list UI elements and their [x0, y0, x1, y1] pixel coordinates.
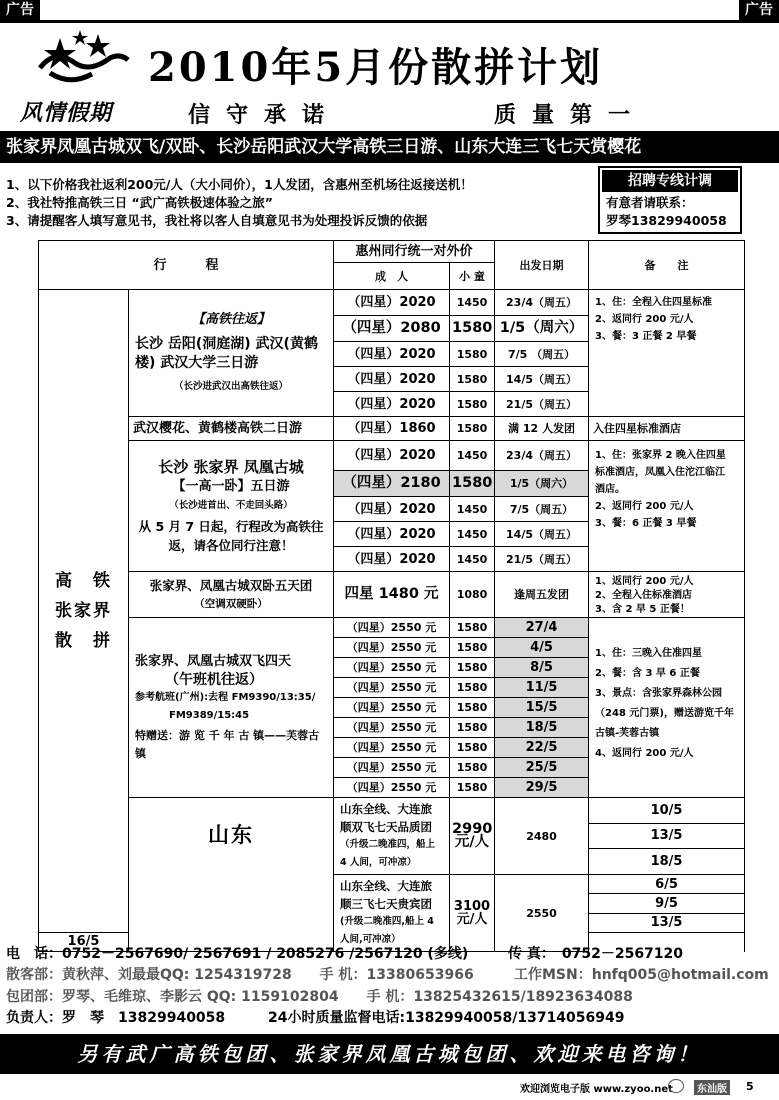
- group-label-line: 高 铁: [55, 570, 112, 591]
- remark-cell: [589, 618, 745, 798]
- child-price: 1580: [450, 342, 495, 367]
- adult-price: （四星）2180: [334, 471, 450, 497]
- adult-price: （四星）2020: [334, 367, 450, 392]
- child-price: 2550: [495, 875, 589, 952]
- depart-date: 13/5: [589, 913, 745, 932]
- recruit-line2: 罗琴13829940058: [606, 213, 727, 228]
- group-label-shandong: 山东: [129, 798, 334, 952]
- recruit-box: [598, 166, 742, 234]
- route-name: 张家界、凤凰古城双卧五天团: [149, 577, 313, 593]
- remark-line: （248 元门票)，赠送游览千年: [595, 708, 734, 719]
- route-tag: （午班机往返）: [165, 671, 263, 688]
- adult-price: （四星）2020: [334, 290, 450, 316]
- remark-line: 酒店。: [595, 484, 626, 495]
- manager-line: 负责人：罗 琴 13829940058: [6, 1010, 226, 1026]
- remark-cell: 入住四星标准酒店: [589, 417, 745, 441]
- depart-date: 13/5: [589, 823, 745, 849]
- page-title: 2010年5月份散拼计划: [148, 44, 604, 91]
- remark-line: 1、住：张家界 2 晚入住四星: [595, 450, 726, 461]
- depart-date: 6/5: [589, 875, 745, 894]
- remark-line: 3、含 2 早 5 正餐！: [595, 603, 690, 615]
- gift-note: 特赠送：游 览 千 年 古 镇——芙蓉古镇: [135, 728, 320, 760]
- schedule-table: [38, 240, 745, 952]
- remark-line: 2、全程入住标准酒店: [595, 589, 692, 601]
- remark-line: 3、餐：6 正餐 3 早餐: [595, 518, 697, 529]
- ad-tag-right: 广告: [739, 0, 779, 20]
- route-name: 山东全线、大连旅顺双飞七天品质团: [340, 802, 433, 834]
- flight-info: FM9389/15:45: [169, 709, 250, 721]
- remark-line: 1、返同行 200 元/人: [595, 575, 694, 587]
- child-price: 1580: [450, 758, 495, 778]
- route-cell: [334, 798, 450, 875]
- depart-date: 18/5: [495, 718, 589, 738]
- publisher-logo-icon: [668, 1079, 684, 1093]
- depart-date: 1/5（周六）: [495, 316, 589, 342]
- route-cell: [129, 441, 334, 572]
- adult-price: （四星）2020: [334, 441, 450, 471]
- note-2: 2、我社特推高铁三日 “武广高铁极速体验之旅”: [6, 195, 273, 210]
- route-cell: [129, 290, 334, 417]
- depart-date: 18/5: [589, 849, 745, 875]
- header-child: 小 童: [450, 263, 495, 290]
- msn-line: 工作MSN：hnfq005@hotmail.com: [514, 967, 769, 983]
- depart-date: 逢周五发团: [495, 572, 589, 618]
- child-price: 1580: [450, 316, 495, 342]
- child-price: 1580: [450, 698, 495, 718]
- table-row: [39, 618, 745, 638]
- child-price: 1450: [450, 547, 495, 572]
- child-price: 2480: [495, 798, 589, 875]
- adult-price: 3100 元/人: [450, 875, 495, 952]
- recruit-line1: 有意者请联系：: [606, 195, 694, 210]
- credit-text: 欢迎浏览电子版 www.zyoo.net: [520, 1084, 673, 1095]
- depart-date: 23/4（周五）: [495, 290, 589, 316]
- remark-line: 1、住：全程入住四星标准: [595, 297, 712, 308]
- adult-price: （四星）2550 元: [334, 758, 450, 778]
- footer-banner: 另有武广高铁包团、张家界凤凰古城包团、欢迎来电咨询！: [0, 1034, 779, 1074]
- child-price: 1580: [450, 618, 495, 638]
- route-cell: [334, 875, 450, 952]
- depart-date: 满 12 人发团: [495, 417, 589, 441]
- adult-price: （四星）2550 元: [334, 778, 450, 798]
- route-note: 从 5 月 7 日起，行程改为高铁往返，请各位同行注意！: [138, 518, 324, 553]
- child-price: 1580: [450, 678, 495, 698]
- depart-date: 11/5: [495, 678, 589, 698]
- adult-price: （四星）2550 元: [334, 658, 450, 678]
- remark-cell: [589, 441, 745, 572]
- recruit-title: 招聘专线计调: [602, 170, 738, 192]
- depart-date: 22/5: [495, 738, 589, 758]
- slogan-left: 信守承诺: [188, 103, 341, 128]
- route-sub: （长沙进武汉出高铁往返）: [174, 381, 289, 392]
- adult-price: （四星）2080: [334, 316, 450, 342]
- adult-price: 2990 元/人: [450, 798, 495, 875]
- child-price: 1580: [450, 738, 495, 758]
- depart-date: 10/5: [589, 798, 745, 824]
- child-price: 1580: [450, 778, 495, 798]
- depart-date: 29/5: [495, 778, 589, 798]
- flight-info: 参考航班(广州):去程 FM9390/13:35/: [135, 691, 316, 703]
- remark-line: 3、景点：含张家界森林公园: [595, 688, 722, 699]
- child-price: 1580: [450, 367, 495, 392]
- child-price: 1450: [450, 497, 495, 522]
- depart-date: 27/4: [495, 618, 589, 638]
- route-name: 长沙 张家界 凤凰古城: [158, 457, 304, 476]
- note-3: 3、请提醒客人填写意见书，我社将以客人自填意见书为处理投诉反馈的依据: [6, 213, 428, 228]
- route-name: 武汉樱花、黄鹤楼高铁二日游: [129, 417, 334, 441]
- child-price: 1080: [450, 572, 495, 618]
- logo-text: 风情假期: [20, 100, 113, 126]
- route-sub: （长沙进首出、不走回头路）: [169, 499, 293, 511]
- header-price: 惠州同行统一对外价: [334, 241, 495, 263]
- header-remark: 备 注: [589, 241, 745, 290]
- table-row: [39, 417, 745, 441]
- child-price: 1450: [450, 290, 495, 316]
- remark-line: 2、餐：含 3 早 6 正餐: [595, 668, 700, 679]
- route-cell: [129, 618, 334, 798]
- baotuan-line: 包团部：罗琴、毛维琼、李影云 QQ: 1159102804 手 机：13825432615/18923634088: [6, 989, 633, 1005]
- depart-date: 21/5（周五）: [495, 392, 589, 417]
- depart-date: 7/5（周五）: [495, 497, 589, 522]
- group-label-line: 散 拼: [55, 630, 112, 651]
- route-sub: （升级二晚准四，船上 4 人间，可冲凉）: [340, 839, 436, 868]
- hotline: 24小时质量监督电话:13829940058/13714056949: [268, 1010, 625, 1026]
- group-label-line: 张家界: [55, 600, 112, 621]
- child-price: 1580: [450, 392, 495, 417]
- adult-price: （四星）2550 元: [334, 738, 450, 758]
- child-price: 1580: [450, 658, 495, 678]
- header-route: 行 程: [39, 241, 334, 290]
- header-date: 出发日期: [495, 241, 589, 290]
- header-adult: 成 人: [334, 263, 450, 290]
- adult-price: （四星）2550 元: [334, 718, 450, 738]
- adult-price: （四星）2020: [334, 392, 450, 417]
- slogan-right: 质量第一: [494, 103, 647, 128]
- adult-price: 四星 1480 元: [334, 572, 450, 618]
- remark-cell: [589, 290, 745, 417]
- handshake-logo-icon: [20, 28, 140, 98]
- route-name: 长沙 岳阳(洞庭湖) 武汉(黄鹤楼) 武汉大学三日游: [135, 336, 318, 371]
- edition-badge: 东汕版: [694, 1080, 730, 1095]
- adult-price: （四星）2550 元: [334, 698, 450, 718]
- child-price: 1580: [450, 718, 495, 738]
- remark-line: 2、返同行 200 元/人: [595, 314, 694, 325]
- route-tag: 【高铁往返】: [192, 312, 271, 327]
- table-row: [39, 290, 745, 316]
- depart-date: 9/5: [589, 894, 745, 913]
- adult-price: （四星）2020: [334, 522, 450, 547]
- table-row: [39, 572, 745, 618]
- child-price: 1580: [450, 638, 495, 658]
- route-sub: (升级二晚准四,船上 4 人间,可冲凉）: [340, 916, 434, 945]
- depart-date: 23/4（周五）: [495, 441, 589, 471]
- route-cell: [129, 572, 334, 618]
- adult-price: （四星）2550 元: [334, 638, 450, 658]
- route-sub: （空调双硬卧）: [194, 597, 268, 610]
- depart-date: 21/5（周五）: [495, 547, 589, 572]
- adult-price: （四星）2020: [334, 547, 450, 572]
- adult-price: （四星）2020: [334, 497, 450, 522]
- remark-cell: [589, 572, 745, 618]
- adult-price: （四星）1860: [334, 417, 450, 441]
- top-rule: [0, 20, 779, 23]
- depart-date: 14/5（周五）: [495, 367, 589, 392]
- table-row: [39, 441, 745, 471]
- depart-date: 14/5（周五）: [495, 522, 589, 547]
- depart-date: 1/5（周六）: [495, 471, 589, 497]
- child-price: 1450: [450, 522, 495, 547]
- depart-date: 16/5: [39, 932, 129, 951]
- route-tag: 【一高一卧】五日游: [172, 478, 290, 494]
- route-name: 山东全线、大连旅顺三飞七天贵宾团: [340, 879, 433, 911]
- remark-line: 2、返同行 200 元/人: [595, 501, 694, 512]
- child-price: 1580: [450, 417, 495, 441]
- page-number: 5: [746, 1080, 754, 1093]
- fax-line: 传 真： 0752－2567120: [508, 946, 684, 962]
- child-price: 1450: [450, 441, 495, 471]
- table-row: [39, 798, 745, 824]
- group-label-gaotie: [39, 290, 129, 933]
- route-name: 张家界、凤凰古城双飞四天: [135, 653, 292, 669]
- depart-date: 8/5: [495, 658, 589, 678]
- remark-line: 古镇-芙蓉古镇: [595, 728, 660, 739]
- depart-date: 15/5: [495, 698, 589, 718]
- remark-line: 3、餐：3 正餐 2 早餐: [595, 331, 697, 342]
- adult-price: （四星）2550 元: [334, 678, 450, 698]
- note-1: 1、以下价格我社返利200元/人（大小同价），1人发团，含惠州至机场往返接送机！: [6, 177, 473, 192]
- remark-line: 4、返同行 200 元/人: [595, 748, 694, 759]
- ad-tag-left: 广告: [0, 0, 40, 20]
- route-banner: 张家界凤凰古城双飞/双卧、长沙岳阳武汉大学高铁三日游、山东大连三飞七天赏樱花: [0, 131, 779, 163]
- depart-date: 4/5: [495, 638, 589, 658]
- remark-line: 标准酒店，凤凰入住沱江临江: [595, 467, 726, 478]
- sanke-line: 散客部：黄秋萍、刘最最QQ: 1254319728 手 机：13380653966: [6, 967, 474, 983]
- depart-date: 7/5 （周五）: [495, 342, 589, 367]
- adult-price: （四星）2550 元: [334, 618, 450, 638]
- table-header-row: [39, 241, 745, 263]
- child-price: 1580: [450, 471, 495, 497]
- phone-line: 电 话：0752－2567690/ 2567691 / 2085276 /2567120 (多线): [6, 946, 469, 962]
- adult-price: （四星）2020: [334, 342, 450, 367]
- depart-date: 25/5: [495, 758, 589, 778]
- remark-line: 1、住：三晚入住准四星: [595, 648, 702, 659]
